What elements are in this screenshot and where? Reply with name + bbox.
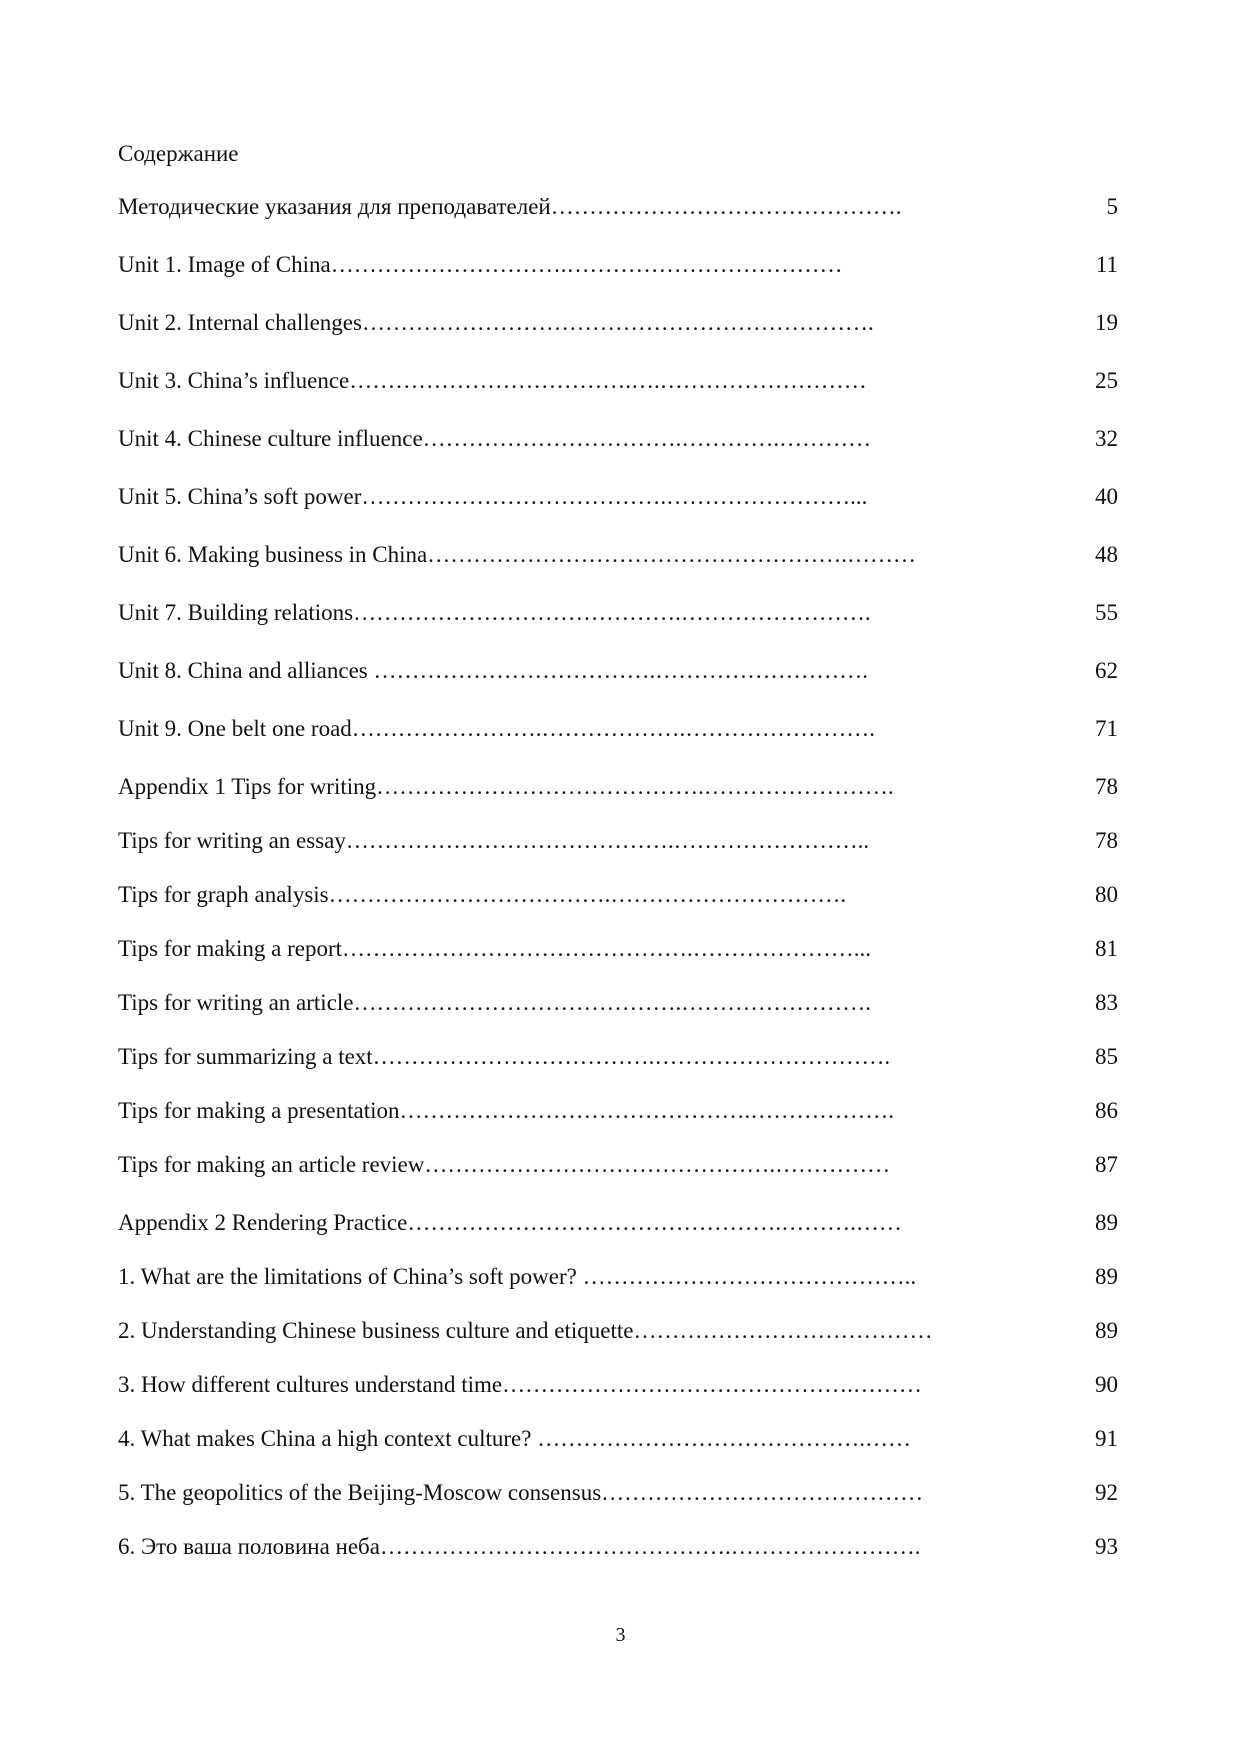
toc-entry-page: 91	[1095, 1426, 1118, 1451]
toc-entry-page: 32	[1095, 426, 1118, 451]
toc-entry-tips-article-review[interactable]	[118, 1150, 1118, 1180]
toc-entry-page: 85	[1095, 1044, 1118, 1069]
toc-entry-page: 78	[1095, 774, 1118, 799]
toc-entry-unit-4[interactable]	[118, 424, 1118, 454]
toc-entry-unit-6[interactable]	[118, 540, 1118, 570]
toc-entry-title: Tips for making a presentation……………………………………….……………….	[118, 1098, 895, 1123]
toc-entry-page: 89	[1095, 1264, 1118, 1289]
toc-entry-title: Unit 7. Building relations…………………………………….…………………….	[118, 600, 871, 625]
toc-entry-practice-6[interactable]	[118, 1532, 1118, 1562]
toc-entry-title: Tips for writing an article…………………………………….…………………….	[118, 990, 872, 1015]
toc-entry-title: Tips for graph analysis……………………………….………………………….	[118, 882, 847, 907]
toc-entry-unit-3[interactable]	[118, 366, 1118, 396]
toc-heading: Содержание	[118, 141, 239, 166]
toc-entry-title: Unit 1. Image of China………………………….………………………………	[118, 252, 843, 277]
toc-entry-page: 78	[1095, 828, 1118, 853]
toc-entry-title: Unit 5. China’s soft power………………………………….……………………...	[118, 484, 868, 509]
toc-entry-methodical-guidelines[interactable]	[118, 192, 1118, 222]
toc-entry-title: 4. What makes China a high context culture? …………………………………….……	[118, 1426, 911, 1451]
toc-entry-title: Unit 9. One belt one road…………………….……………….…………………….	[118, 716, 876, 741]
toc-entry-title: Unit 3. China’s influence……………………………….….………………………	[118, 368, 867, 393]
toc-entry-page: 90	[1095, 1372, 1118, 1397]
toc-entry-page: 71	[1095, 716, 1118, 741]
toc-entry-page: 93	[1095, 1534, 1118, 1559]
toc-entry-unit-5[interactable]	[118, 482, 1118, 512]
toc-entry-page: 87	[1095, 1152, 1118, 1177]
toc-entry-practice-3[interactable]	[118, 1370, 1118, 1400]
toc-entry-unit-7[interactable]	[118, 598, 1118, 628]
page-number: 3	[615, 1624, 626, 1646]
toc-entry-tips-summarizing[interactable]	[118, 1042, 1118, 1072]
toc-entry-page: 81	[1095, 936, 1118, 961]
toc-entry-page: 11	[1095, 252, 1118, 277]
toc-entry-title: Tips for making an article review……………………………………….……………	[118, 1152, 891, 1177]
toc-entry-unit-2[interactable]	[118, 308, 1118, 338]
toc-entry-title: 5. The geopolitics of the Beijing-Moscow consensus……………………………………	[118, 1480, 924, 1505]
toc-entry-title: Методические указания для преподавателей……………………………………….	[118, 194, 902, 219]
toc-entry-tips-presentation[interactable]	[118, 1096, 1118, 1126]
toc-entry-page: 25	[1095, 368, 1118, 393]
toc-entry-title: Unit 8. China and alliances ……………………………….……………………….	[118, 658, 868, 683]
toc-entry-page: 89	[1095, 1318, 1118, 1343]
toc-entry-page: 55	[1095, 600, 1118, 625]
toc-entry-title: Appendix 2 Rendering Practice………………………………………….……….……	[118, 1210, 902, 1235]
toc-entry-page: 80	[1095, 882, 1118, 907]
toc-entry-title: Appendix 1 Tips for writing…………………………………….…………………….	[118, 774, 894, 799]
toc-entry-title: 1. What are the limitations of China’s soft power? ……………………………………..	[118, 1264, 917, 1289]
toc-entry-page: 48	[1095, 542, 1118, 567]
toc-entry-title: 3. How different cultures understand time……………………………………….………	[118, 1372, 922, 1397]
toc-entry-practice-5[interactable]	[118, 1478, 1118, 1508]
toc-entry-page: 89	[1095, 1210, 1118, 1235]
toc-entry-page: 83	[1095, 990, 1118, 1015]
toc-entry-unit-1[interactable]	[118, 250, 1118, 280]
toc-entry-practice-1[interactable]	[118, 1262, 1118, 1292]
toc-entry-appendix-1[interactable]	[118, 772, 1118, 802]
toc-entry-page: 62	[1095, 658, 1118, 683]
toc-entry-practice-4[interactable]	[118, 1424, 1118, 1454]
toc-entry-appendix-2[interactable]	[118, 1208, 1118, 1238]
toc-entry-title: Unit 2. Internal challenges………………………………………………………….	[118, 310, 874, 335]
toc-entry-title: Tips for writing an essay…………………………………….……………………..	[118, 828, 870, 853]
toc-entry-unit-8[interactable]	[118, 656, 1118, 686]
toc-entry-page: 5	[1106, 194, 1118, 219]
toc-entry-title: 2. Understanding Chinese business culture and etiquette…………………………………	[118, 1318, 933, 1343]
toc-entry-title: Unit 6. Making business in China……………………………………………….………	[118, 542, 916, 567]
toc-entry-page: 86	[1095, 1098, 1118, 1123]
toc-entry-title: Tips for making a report……………………………………….…………………...	[118, 936, 872, 961]
toc-entry-unit-9[interactable]	[118, 714, 1118, 744]
toc-entry-page: 92	[1095, 1480, 1118, 1505]
toc-entry-title: Tips for summarizing a text……………………………….………………………….	[118, 1044, 891, 1069]
toc-entry-title: 6. Это ваша половина неба……………………………………….…………………….	[118, 1534, 921, 1559]
toc-entry-tips-graph-analysis[interactable]	[118, 880, 1118, 910]
toc-entry-tips-article[interactable]	[118, 988, 1118, 1018]
toc-entry-title: Unit 4. Chinese culture influence…………………………….………….…………	[118, 426, 872, 451]
toc-entry-tips-essay[interactable]	[118, 826, 1118, 856]
toc-entry-page: 19	[1095, 310, 1118, 335]
toc-entry-page: 40	[1095, 484, 1118, 509]
toc-entry-tips-report[interactable]	[118, 934, 1118, 964]
toc-entry-practice-2[interactable]	[118, 1316, 1118, 1346]
